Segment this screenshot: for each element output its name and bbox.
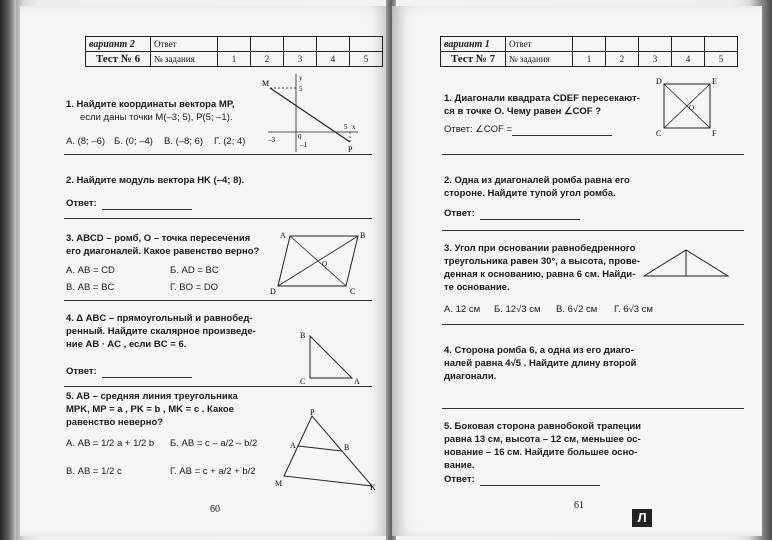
option-a: А. (8; –6) xyxy=(66,136,106,147)
right-page xyxy=(392,6,762,536)
column-number: 3 xyxy=(284,52,317,67)
question-2: 2. Найдите модуль вектора HK (–4; 8). xyxy=(66,175,245,186)
option-b: Б. AD = BC xyxy=(170,265,219,276)
column-number: 1 xyxy=(573,52,606,67)
question-text: ренный. Найдите скалярное произведе- xyxy=(66,326,256,337)
question-text: MPK, MP = a , PK = b , MK = c . Какое xyxy=(66,404,234,415)
coordinate-figure xyxy=(260,72,360,154)
label-A: A xyxy=(280,231,286,240)
question-text: равна 13 см, высота – 12 см, меньшее ос- xyxy=(444,434,641,445)
label-C: C xyxy=(656,129,662,138)
answer-line xyxy=(102,209,192,210)
question-text: денная к основанию, равна 6 см. Найди- xyxy=(444,269,636,280)
answer-cell xyxy=(639,37,672,52)
separator xyxy=(64,386,372,387)
question-text: треугольника равен 30°, а высота, прове- xyxy=(444,256,640,267)
question-5 xyxy=(66,390,238,429)
answer-line xyxy=(102,377,192,378)
answer-row-label: Ответ xyxy=(151,37,218,52)
test-number: Тест № 6 xyxy=(86,52,151,67)
question-text: 5. Боковая сторона равнобокой трапеции xyxy=(444,421,642,432)
label-F: F xyxy=(712,129,717,138)
label-C: C xyxy=(350,287,356,296)
answer-line xyxy=(480,485,600,486)
column-number: 5 xyxy=(705,52,738,67)
label-D: D xyxy=(270,287,276,296)
question-text: если даны точки M(–3; 5), P(5; –1). xyxy=(80,112,233,123)
page-number: 60 xyxy=(210,504,220,515)
answer-label: Ответ: ∠COF = xyxy=(444,124,513,135)
question-3 xyxy=(66,232,259,258)
label-A: A xyxy=(290,441,296,450)
question-text: нование – 16 см. Найдите большее осно- xyxy=(444,447,638,458)
question-text: налей равна 4√5 . Найдите длину второй xyxy=(444,358,637,369)
page-edge xyxy=(0,0,16,540)
separator xyxy=(442,324,744,325)
question-text: ся в точке O. Чему равен ∠COF ? xyxy=(444,106,602,117)
option-a: А. 12 см xyxy=(444,304,481,315)
midline-figure xyxy=(272,406,382,490)
label-C: C xyxy=(300,377,306,386)
label-M: M xyxy=(262,79,270,88)
answer-label: Ответ: xyxy=(66,366,97,377)
question-text: равенство неверно? xyxy=(66,417,164,428)
answer-cell xyxy=(317,37,350,52)
question-text: те основание. xyxy=(444,282,510,293)
column-number: 2 xyxy=(251,52,284,67)
question-text: ние AB · AC , если BC = 6. xyxy=(66,339,187,350)
separator xyxy=(442,230,744,231)
question-text: 1. Диагонали квадрата CDEF пересекают- xyxy=(444,93,640,104)
question-text: вание. xyxy=(444,460,475,471)
label-K: K xyxy=(370,483,376,490)
answer-cell xyxy=(284,37,317,52)
answer-label: Ответ: xyxy=(444,474,475,485)
option-b: Б. AB = c – a/2 – b/2 xyxy=(170,438,258,449)
test-number: Тест № 7 xyxy=(441,52,506,67)
answer-cell xyxy=(573,37,606,52)
isosceles-triangle-figure xyxy=(640,242,732,282)
page-number: 61 xyxy=(574,500,584,511)
label-O: O xyxy=(689,104,695,112)
column-number: 4 xyxy=(317,52,350,67)
column-number: 5 xyxy=(350,52,383,67)
separator xyxy=(442,408,744,409)
label-B: B xyxy=(360,231,366,240)
answer-line xyxy=(512,135,612,136)
option-c: В. AB = 1/2 c xyxy=(66,466,122,477)
answer-label: Ответ: xyxy=(444,208,475,219)
question-text: 4. Сторона ромба 6, а одна из его диаго- xyxy=(444,345,634,356)
answer-cell xyxy=(705,37,738,52)
label-A: A xyxy=(354,377,360,386)
option-a: А. AB = CD xyxy=(66,265,115,276)
question-text: 5. AB – средняя линия треугольника xyxy=(66,391,238,402)
question-text: 3. Угол при основании равнобедренного xyxy=(444,243,636,254)
label-x: x xyxy=(352,123,356,131)
task-number-label: № задания xyxy=(151,52,218,67)
answer-cell xyxy=(672,37,705,52)
answer-line xyxy=(480,219,580,220)
label-y: y xyxy=(299,74,303,82)
separator xyxy=(442,154,744,155)
option-b: Б. 12√3 см xyxy=(494,304,541,315)
answer-cell xyxy=(606,37,639,52)
label-D: D xyxy=(656,77,662,86)
question-text: диагонали. xyxy=(444,371,497,382)
label-P: P xyxy=(310,408,315,417)
question-text: 4. Δ ABC – прямоугольный и равнобед- xyxy=(66,313,253,324)
answer-row-label: Ответ xyxy=(506,37,573,52)
label-5: 5 xyxy=(299,85,303,93)
label-5x: 5 xyxy=(344,123,348,131)
question-5 xyxy=(444,420,641,472)
option-b: Б. (0; –4) xyxy=(114,136,153,147)
column-number: 1 xyxy=(218,52,251,67)
left-header-table xyxy=(85,36,383,67)
column-number: 2 xyxy=(606,52,639,67)
triangle-figure xyxy=(288,328,368,386)
right-header-table xyxy=(440,36,738,67)
answer-cell xyxy=(350,37,383,52)
separator xyxy=(64,218,372,219)
question-1 xyxy=(66,98,235,124)
option-c: В. (–8; 6) xyxy=(164,136,204,147)
label-B: B xyxy=(300,331,306,340)
option-a: А. AB = 1/2 a + 1/2 b xyxy=(66,438,155,449)
answer-cell xyxy=(218,37,251,52)
column-number: 4 xyxy=(672,52,705,67)
rhombus-figure xyxy=(270,228,370,300)
question-4 xyxy=(66,312,256,351)
option-d: Г. BO = DO xyxy=(170,282,219,293)
square-figure xyxy=(654,74,724,140)
option-d: Г. AB = c + a/2 + b/2 xyxy=(170,466,256,477)
question-1 xyxy=(444,92,640,118)
question-text: стороне. Найдите тупой угол ромба. xyxy=(444,188,616,199)
publisher-logo: Л xyxy=(632,509,652,527)
label-0: 0 xyxy=(298,133,302,141)
answer-cell xyxy=(251,37,284,52)
label-P: P xyxy=(348,145,353,154)
option-d: Г. 6√3 см xyxy=(614,304,653,315)
question-text: его диагоналей. Какое равенство верно? xyxy=(66,246,260,257)
option-c: В. AB = BC xyxy=(66,282,115,293)
label-M: M xyxy=(275,479,283,488)
label-neg1: –1 xyxy=(300,141,307,149)
answer-label: Ответ: xyxy=(66,198,97,209)
column-number: 3 xyxy=(639,52,672,67)
option-d: Г. (2; 4) xyxy=(214,136,246,147)
option-c: В. 6√2 см xyxy=(556,304,598,315)
label-O: O xyxy=(322,260,328,268)
separator xyxy=(64,154,372,155)
question-text: 2. Одна из диагоналей ромба равна его xyxy=(444,175,630,186)
label-neg3: –3 xyxy=(268,136,275,144)
label-E: E xyxy=(712,77,717,86)
variant-label: вариант 2 xyxy=(86,37,151,52)
left-page xyxy=(20,6,390,536)
question-text: 1. Найдите координаты вектора MP, xyxy=(66,99,235,110)
label-B: B xyxy=(344,443,350,452)
question-text: 3. ABCD – ромб, O – точка пересечения xyxy=(66,233,251,244)
separator xyxy=(64,300,372,301)
variant-label: вариант 1 xyxy=(441,37,506,52)
question-3 xyxy=(444,242,640,294)
task-number-label: № задания xyxy=(506,52,573,67)
question-4 xyxy=(444,344,636,383)
question-2 xyxy=(444,174,630,200)
